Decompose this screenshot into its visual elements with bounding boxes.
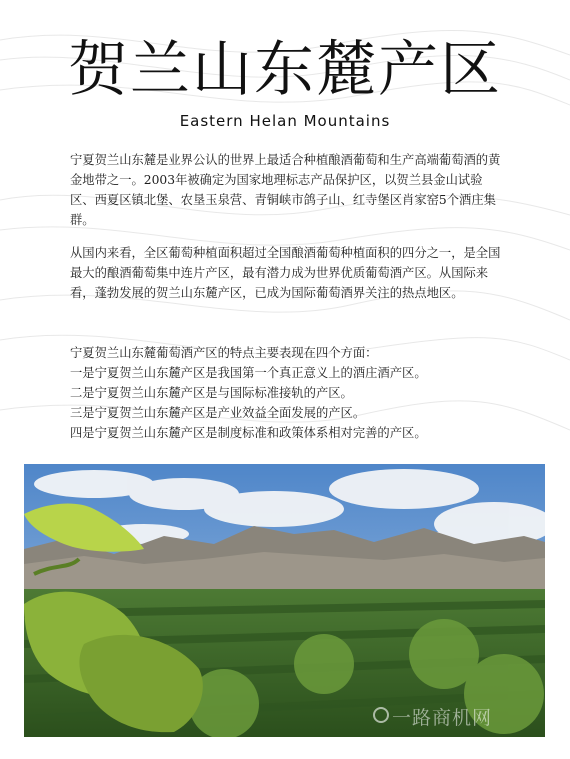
features-section: [70, 343, 502, 443]
feature-item: 二是宁夏贺兰山东麓产区是与国际标准接轨的产区。: [70, 386, 353, 400]
domestic-international-paragraph: 从国内来看，全区葡萄种植面积超过全国酿酒葡萄种植面积的四分之一，是全国最大的酿酒葡萄集中连片产区，最有潜力成为世界优质葡萄酒产区。从国际来看，蓬勃发展的贺兰山东麓产区，已成为国际葡萄酒界关注的热点地区。: [70, 246, 501, 300]
page-subtitle: Eastern Helan Mountains: [179, 112, 391, 130]
page-title: 贺兰山东麓产区: [68, 35, 502, 105]
watermark-text: 一路商机网: [392, 707, 493, 729]
feature-item: 一是宁夏贺兰山东麓产区是我国第一个真正意义上的酒庄酒产区。: [70, 366, 427, 380]
watermark-logo-icon: [372, 706, 390, 724]
features-intro: 宁夏贺兰山东麓葡萄酒产区的特点主要表现在四个方面：: [70, 346, 378, 360]
feature-item: 四是宁夏贺兰山东麓产区是制度标准和政策体系相对完善的产区。: [70, 426, 427, 440]
intro-paragraph: 宁夏贺兰山东麓是业界公认的世界上最适合种植酿酒葡萄和生产高端葡萄酒的黄金地带之一。2003年被确定为国家地理标志产品保护区，以贺兰县金山试验区、西夏区镇北堡、农垦玉泉营、青铜峡市鸽子山、红寺堡区肖家窑5个酒庄集群。: [70, 153, 501, 227]
vineyard-photo: [24, 464, 545, 737]
feature-item: 三是宁夏贺兰山东麓产区是产业效益全面发展的产区。: [70, 406, 366, 420]
